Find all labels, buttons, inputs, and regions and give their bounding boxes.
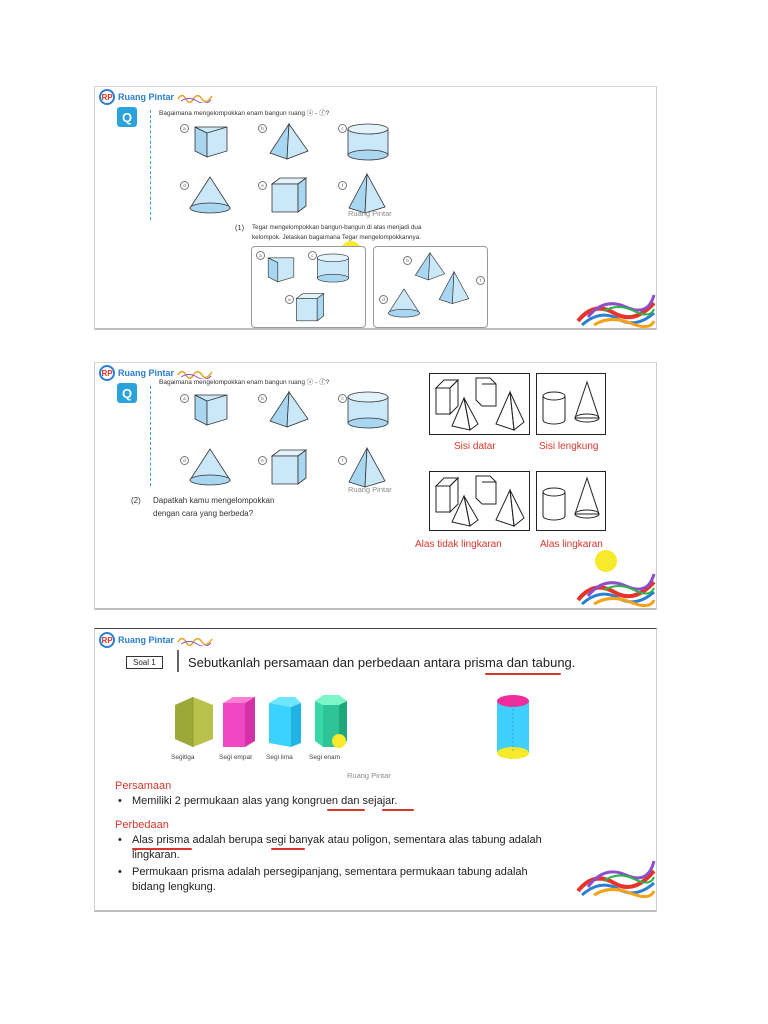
- group1-prism-icon: [265, 254, 297, 284]
- group1-label-c: c: [308, 251, 317, 260]
- cylinder-3d-icon: [493, 693, 533, 761]
- label-alas-tidak-lingkaran: Alas tidak lingkaran: [415, 539, 502, 550]
- question-heading: Sebutkanlah persamaan dan perbedaan antara prisma dan tabung.: [188, 655, 576, 670]
- shape-label-c: c: [338, 394, 347, 403]
- shape-label-b: b: [258, 124, 267, 133]
- label-sisi-lengkung: Sisi lengkung: [539, 441, 599, 452]
- triangular-prism-icon: [191, 391, 231, 427]
- brand-scribble-icon: [177, 91, 213, 103]
- box-sisi-lengkung: [536, 373, 606, 435]
- perbedaan-item-2-cont: [132, 880, 216, 895]
- square-pyramid-icon: [267, 389, 311, 429]
- shape-label-a: a: [180, 124, 189, 133]
- cone-icon: [187, 446, 233, 488]
- ribbon-decoration-icon: [574, 857, 656, 899]
- flat-faces-shapes-icon: [430, 374, 529, 434]
- slide-bottom-border: [95, 328, 656, 330]
- brand-scribble-icon: [177, 634, 213, 646]
- slide-grouping-1: [94, 86, 657, 330]
- item-text-line-2: kelompok. Jelaskan bagaimana Tegar mengelompokkannya.: [252, 234, 421, 241]
- slide-soal-1: [94, 628, 657, 912]
- cube-icon: [269, 448, 309, 488]
- group2-label-b: b: [403, 256, 412, 265]
- slide-grouping-2: [94, 362, 657, 610]
- group2-label-d: d: [379, 295, 388, 304]
- hexagonal-prism-3d-icon: [311, 693, 351, 751]
- brand-logo: [99, 632, 213, 648]
- ribbon-decoration-icon: [574, 570, 656, 608]
- soal-badge: Soal 1: [126, 656, 163, 669]
- perbedaan-item-2: [118, 865, 528, 880]
- persamaan-text: Memiliki 2 permukaan alas yang kongruen dan sejajar.: [132, 795, 398, 807]
- cone-icon: [187, 174, 233, 216]
- tall-pyramid-icon: [345, 446, 389, 490]
- cursor-highlight: [595, 550, 617, 572]
- perbedaan-text-2-cont: bidang lengkung.: [132, 881, 216, 893]
- item-text-line-2: dengan cara yang berbeda?: [153, 509, 254, 518]
- question-icon: Q: [117, 383, 137, 403]
- shape-label-b: b: [258, 394, 267, 403]
- square-pyramid-icon: [267, 121, 311, 161]
- perbedaan-item-1-cont: [132, 848, 180, 863]
- question-text: Bagaimana mengelompokkan enam bangun ruang ⓐ - ⓕ?: [159, 110, 330, 117]
- group1-label-a: a: [256, 251, 265, 260]
- caption-segi-lima: Segi lima: [266, 754, 293, 761]
- item-text-line-1: Tegar mengelompokkan bangun-bangun di atas menjadi dua: [252, 224, 422, 231]
- slide-bottom-border: [95, 608, 656, 610]
- brand-name: Ruang Pintar: [118, 635, 175, 645]
- group2-tall-pyramid-icon: [436, 270, 472, 306]
- cube-icon: [269, 176, 309, 216]
- perbedaan-text-1-cont: lingkaran.: [132, 849, 180, 861]
- shape-label-f: f: [338, 181, 347, 190]
- circular-base-shapes-icon: [537, 472, 605, 530]
- watermark: Ruang Pintar: [348, 485, 392, 494]
- perbedaan-title: Perbedaan: [115, 819, 169, 831]
- persamaan-item: [118, 794, 398, 809]
- shape-label-a: a: [180, 394, 189, 403]
- question-icon: Q: [117, 107, 137, 127]
- group1-label-e: e: [285, 295, 294, 304]
- heading-divider: [177, 650, 179, 672]
- caption-segi-enam: Segi enam: [309, 754, 341, 761]
- watermark: Ruang Pintar: [347, 771, 391, 780]
- cylinder-icon: [345, 390, 391, 430]
- cylinder-icon: [345, 122, 391, 162]
- shape-label-d: d: [180, 456, 189, 465]
- group1-cylinder-icon: [315, 252, 351, 284]
- bullet-icon: •: [118, 795, 122, 807]
- dashed-divider: [150, 110, 151, 220]
- underline-sejajar: [382, 809, 414, 811]
- pentagonal-prism-3d-icon: [265, 695, 305, 749]
- box-alas-tidak-lingkaran: [429, 471, 530, 531]
- underline-prisma: [485, 673, 521, 675]
- label-sisi-datar: Sisi datar: [454, 441, 496, 452]
- item-number: (2): [131, 496, 141, 505]
- perbedaan-text-2: Permukaan prisma adalah persegipanjang, sementara permukaan tabung adalah: [132, 866, 528, 878]
- brand-name: Ruang Pintar: [118, 92, 175, 102]
- square-prism-3d-icon: [219, 695, 259, 749]
- label-alas-lingkaran: Alas lingkaran: [540, 539, 603, 550]
- non-circular-base-shapes-icon: [430, 472, 529, 530]
- caption-segi-empat: Segi empat: [219, 754, 252, 761]
- perbedaan-item-1: [118, 833, 542, 848]
- caption-segitiga: Segitiga: [171, 754, 195, 761]
- triangular-prism-3d-icon: [171, 695, 217, 749]
- underline-alas-prisma: [132, 848, 192, 850]
- perbedaan-text-1: Alas prisma adalah berupa segi banyak atau poligon, sementara alas tabung adalah: [132, 834, 542, 846]
- shape-label-d: d: [180, 181, 189, 190]
- shape-label-e: e: [258, 181, 267, 190]
- dashed-divider: [150, 386, 151, 486]
- triangular-prism-icon: [191, 123, 231, 159]
- item-number: (1): [235, 223, 245, 232]
- item-text-line-1: Dapatkah kamu mengelompokkan: [153, 496, 275, 505]
- shape-label-f: f: [338, 456, 347, 465]
- curved-faces-shapes-icon: [537, 374, 605, 434]
- question-text: Bagaimana mengelompokkan enam bangun ruang ⓐ - ⓕ?: [159, 379, 330, 386]
- underline-tabung: [519, 673, 561, 675]
- brand-name: Ruang Pintar: [118, 368, 175, 378]
- rp-logo-icon: RP: [99, 632, 115, 648]
- rp-logo-icon: RP: [99, 365, 115, 381]
- persamaan-title: Persamaan: [115, 780, 172, 792]
- rp-logo-icon: RP: [99, 89, 115, 105]
- group2-label-f: f: [476, 276, 485, 285]
- group2-cone-icon: [386, 286, 422, 320]
- brand-logo: [99, 89, 213, 105]
- underline-kongruen: [327, 809, 365, 811]
- box-sisi-datar: [429, 373, 530, 435]
- bullet-icon: •: [118, 834, 122, 846]
- slide-top-border: [95, 362, 656, 363]
- watermark: Ruang Pintar: [348, 209, 392, 218]
- underline-banyak: [271, 848, 305, 850]
- shape-label-e: e: [258, 456, 267, 465]
- slide-bottom-border: [95, 910, 656, 912]
- ribbon-decoration-icon: [574, 291, 656, 329]
- shape-label-c: c: [338, 124, 347, 133]
- slide-top-border: [95, 86, 656, 87]
- box-alas-lingkaran: [536, 471, 606, 531]
- bullet-icon: •: [118, 866, 122, 878]
- group1-cube-icon: [294, 292, 326, 324]
